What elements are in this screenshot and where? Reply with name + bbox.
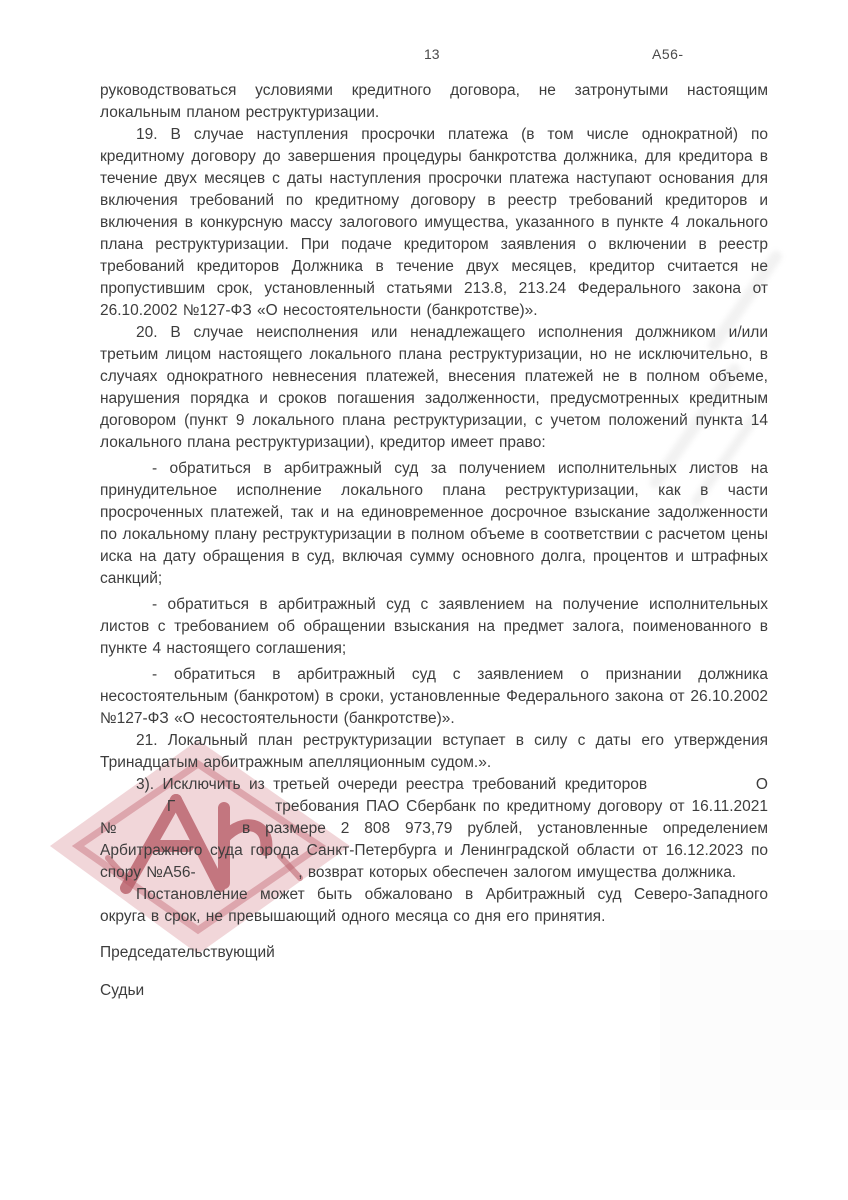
redacted-gap bbox=[141, 832, 227, 833]
paragraph: - обратиться в арбитражный суд с заявлением на получение исполнительных листов с требованием об обращении взыскания на предмет залога, поименованного в пункте 4 настоящего соглашения; bbox=[100, 596, 768, 657]
paragraph: 3). Исключить из третьей очереди реестра требований кредиторов О Г требования ПАО Сбербанк по кредитному договору от 16.11.2021 № в размере 2 808 973,79 рублей, установленные определением Арбитражного суда города Санкт-Петербурга и Ленинградской области от 16.12.2023 по спору №А56- , возврат которых обеспечен залогом имущества должника. bbox=[100, 776, 768, 881]
paragraph: 21. Локальный план реструктуризации вступает в силу с даты его утверждения Тринадцатым арбитражным апелляционным судом.». bbox=[100, 732, 768, 771]
page-header bbox=[0, 46, 848, 66]
redacted-gap bbox=[100, 810, 160, 811]
paragraph: руководствоваться условиями кредитного договора, не затронутыми настоящим локальным планом реструктуризации. bbox=[100, 82, 768, 121]
paragraph: 20. В случае неисполнения или ненадлежащего исполнения должником и/или третьим лицом настоящего локального плана реструктуризации, но не исключительно, в случаях однократного невнесения платежей, внесения платежей не в полном объеме, нарушения порядка и сроков погашения задолженности, предусмотренных кредитным договором (пункт 9 локального плана реструктуризации, с учетом положений пункта 14 локального плана реструктуризации), кредитор имеет право: bbox=[100, 324, 768, 451]
paragraph: Постановление может быть обжаловано в Арбитражный суд Северо-Западного округа в срок, не превышающий одного месяца со дня его принятия. bbox=[100, 886, 768, 925]
redacted-gap bbox=[182, 810, 268, 811]
redacted-gap bbox=[201, 876, 293, 877]
redacted-gap bbox=[656, 788, 748, 789]
case-number: А56- bbox=[652, 46, 684, 62]
page-number: 13 bbox=[424, 46, 440, 62]
scan-shading-artifact bbox=[660, 930, 848, 1110]
signature-judges-label: Судьи bbox=[100, 982, 145, 999]
paragraph: 19. В случае наступления просрочки платежа (в том числе однократной) по кредитному договору до завершения процедуры банкротства должника, для кредитора в течение двух месяцев с даты наступления просрочки платежа наступают основания для включения требований по кредитному договору в реестр требований кредиторов и включения в конкурсную массу залогового имущества, указанного в пункте 4 локального плана реструктуризации. При подаче кредитором заявления о включении в реестр требований кредиторов Должника в течение двух месяцев, кредитор считается не пропустившим срок, установленный статьями 213.8, 213.24 Федерального закона от 26.10.2002 №127-ФЗ «О несостоятельности (банкротстве)». bbox=[100, 126, 768, 319]
document-paragraphs bbox=[100, 80, 768, 928]
paragraph: - обратиться в арбитражный суд с заявлением о признании должника несостоятельным (банкротом) в сроки, установленные Федерального закона от 26.10.2002 №127-ФЗ «О несостоятельности (банкротстве)». bbox=[100, 666, 768, 727]
signature-block bbox=[100, 944, 275, 1000]
signature-presiding-label: Председательствующий bbox=[100, 944, 275, 961]
paragraph: - обратиться в арбитражный суд за получением исполнительных листов на принудительное исполнение локального плана реструктуризации, как в части просроченных платежей, так и на единовременное досрочное взыскание задолженности по локальному плану реструктуризации в полном объеме в соответствии с расчетом цены иска на дату обращения в суд, включая сумму основного долга, процентов и штрафных санкций; bbox=[100, 460, 768, 587]
